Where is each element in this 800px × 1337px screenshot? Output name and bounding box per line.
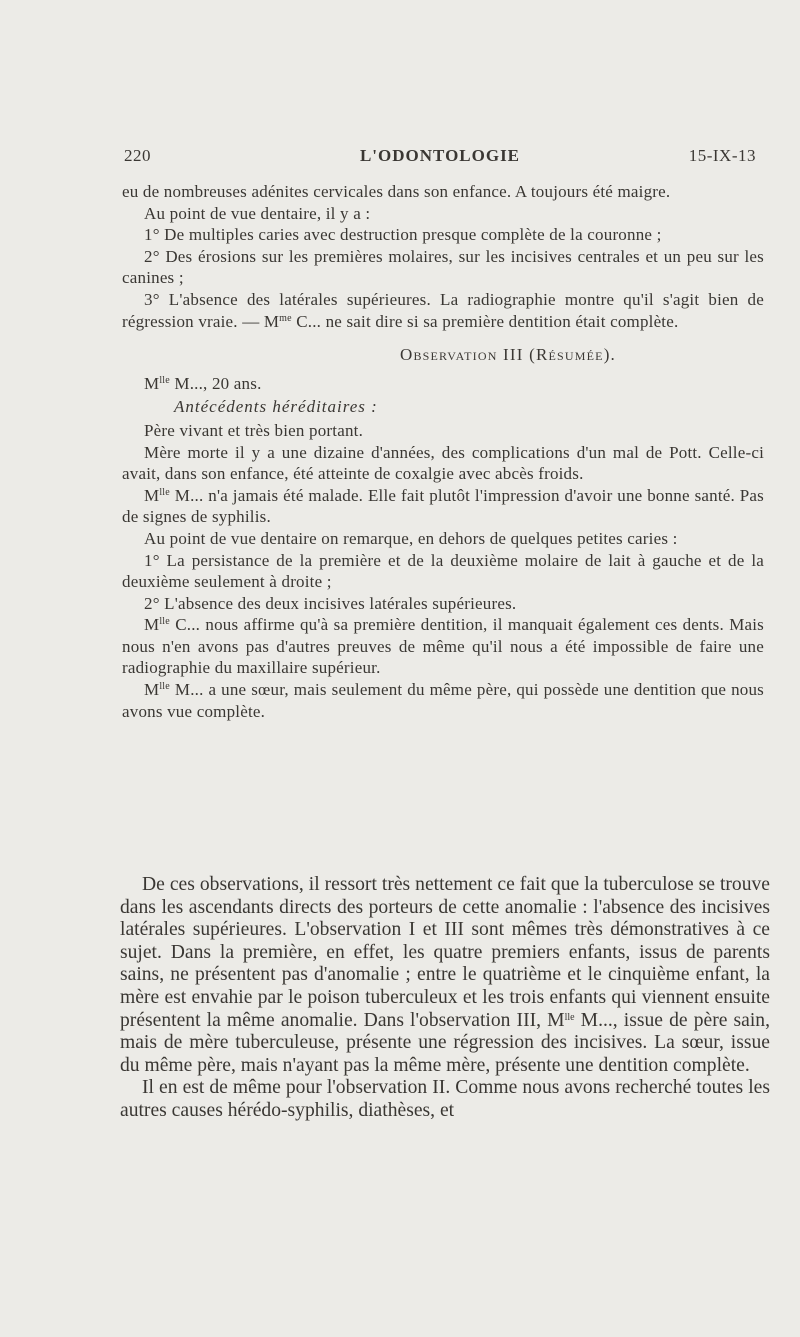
paragraph: eu de nombreuses adénites cervicales dans son enfance. A toujours été maigre. — [122, 182, 671, 201]
paragraph: $M^{lle}$ M... a une sœur, mais seulement du même père, qui possède une dentition que nous avons vue complète. — [122, 680, 764, 721]
paragraph: Au point de vue dentaire, il y a : — [144, 203, 371, 223]
issue-date: 15-IX-13 — [688, 146, 756, 165]
paragraph: 3° L'absence des latérales supérieures. La radiographie montre qu'il s'agit bien de régression vraie. — $M^{me}$ C... ne sait dire si sa première dentition était complète. — [122, 289, 764, 331]
paragraph: De ces observations, il ressort très nettement ce fait que la tuberculose se trouve dans les ascendants directs des porteurs de cette anomalie : l'absence des incisives latérales supérieures. L'observation I et III sont mêmes très démonstratives à ce sujet. Dans la première, en effet, les quatre premiers enfants, issus de parents sains, ne présentent pas d'anomalie ; entre le quatrième et le cinquième enfant, la mère est envahie par le poison tuberculeux et les trois enfants qui viennent ensuite présentent la même anomalie. Dans l'observation III, $M^{lle}$ M..., issue de père sain, mais de mère tuberculeuse, présente une régression des incisives. La sœur, issue du même père, mais n'ayant pas la même mère, présente une dentition complète. — [120, 874, 770, 1076]
discussion-section — [120, 874, 770, 1123]
subtitle: Antécédents héréditaires : — [174, 397, 378, 417]
page-number: 220 — [124, 146, 151, 165]
paragraph: 1° La persistance de la première et de la deuxième molaire de lait à gauche et de la deuxième seulement à droite ; — [122, 550, 764, 592]
paragraph: Il en est de même pour l'observation II. Comme nous avons recherché toutes les autres causes hérédo-syphilis, diathèses, et — [120, 1077, 770, 1121]
paragraph: 1° De multiples caries avec destruction presque complète de la couronne ; — [144, 225, 662, 245]
paragraph: 2° Des érosions sur les premières molaires, sur les incisives centrales et un peu sur les canines ; — [122, 246, 764, 288]
paragraph: Au point de vue dentaire on remarque, en dehors de quelques petites caries : — [144, 528, 678, 548]
observation-section — [122, 181, 764, 722]
paragraph: $M^{lle}$ M..., 20 ans. — [144, 373, 262, 393]
paragraph: Père vivant et très bien portant. — [144, 420, 364, 440]
journal-title: L'ODONTOLOGIE — [359, 146, 521, 165]
observation-title: Observation III (Résumée). — [399, 345, 617, 365]
paragraph: Mère morte il y a une dizaine d'années, des complications d'un mal de Pott. Celle-ci avait, dans son enfance, été atteinte de coxalgie avec abcès froids. — [122, 442, 764, 484]
paragraph: $M^{lle}$ M... n'a jamais été malade. Elle fait plutôt l'impression d'avoir une bonne santé. Pas de signes de syphilis. — [122, 485, 764, 527]
paragraph: 2° L'absence des deux incisives latérales supérieures. — [144, 593, 517, 613]
running-header — [124, 146, 756, 170]
paragraph: $M^{lle}$ C... nous affirme qu'à sa première dentition, il manquait également ces dents. Mais nous n'en avons pas d'autres preuves de même qu'il nous a été impossible de faire une radiographie du maxillaire supérieur. — [122, 615, 764, 678]
